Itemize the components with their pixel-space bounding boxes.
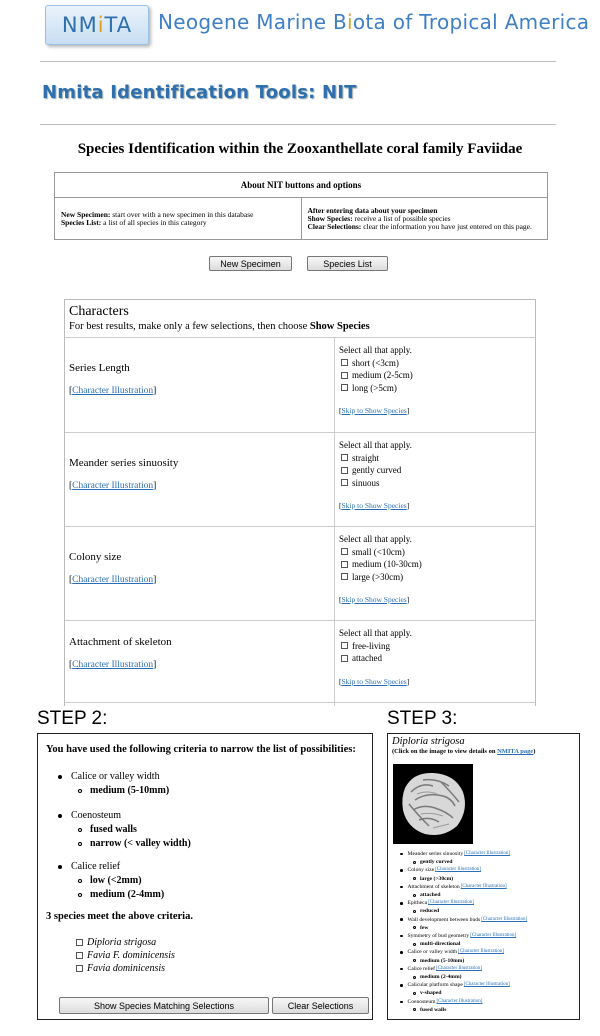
character-name: Series Length <box>69 362 130 374</box>
option-label: medium (2-5cm) <box>352 370 413 380</box>
option-checkbox[interactable] <box>341 573 348 580</box>
option-checkbox[interactable] <box>341 372 348 379</box>
list-item: Calice relief [Character Illustration] <box>400 965 527 973</box>
clear-selections-button[interactable]: Clear Selections <box>272 997 369 1014</box>
species-option <box>74 962 165 975</box>
character-name: Meander series sinuosity <box>69 457 179 469</box>
character-row-partial <box>65 703 535 706</box>
species-name: Diploria strigosa <box>87 937 157 948</box>
about-table <box>54 172 548 240</box>
character-illustration-link[interactable]: Character Illustration <box>72 386 154 396</box>
character-name: Attachment of skeleton <box>69 636 172 648</box>
species-option <box>74 936 156 949</box>
new-specimen-button[interactable]: New Specimen <box>209 256 292 271</box>
option-checkbox[interactable] <box>341 467 348 474</box>
divider <box>40 61 556 62</box>
list-item: Symmetry of bud geometry [Character Illustration] <box>400 932 527 940</box>
nmita-page-link[interactable]: NMITA page <box>497 748 534 755</box>
character-row: Series Length [Character Illustration] Select all that apply. short (<3cm) medium (2-5cm) long (>5cm) [Skip to Show Species] <box>65 338 535 433</box>
list-item: Calice or valley width [Character Illustration] <box>400 948 527 956</box>
character-illustration-link[interactable]: Character Illustration <box>72 575 154 585</box>
species-checkbox[interactable] <box>76 965 83 972</box>
list-item: Attachment of skeleton [Character Illustration] <box>400 883 527 891</box>
coral-image <box>393 764 473 844</box>
species-checkbox[interactable] <box>76 939 83 946</box>
logo-text-i: i <box>97 13 105 37</box>
page-title: Species Identification within the Zooxanthellate coral family Faviidae <box>77 141 523 157</box>
option-label: sinuous <box>352 477 380 488</box>
species-checkbox[interactable] <box>76 952 83 959</box>
tools-title: Nmita Identification Tools: NIT <box>42 82 357 103</box>
species-name: Favia F. dominicensis <box>87 950 175 961</box>
characters-panel <box>64 299 536 706</box>
list-item: Meander series sinuosity [Character Illustration] <box>400 850 527 858</box>
option-checkbox[interactable] <box>341 561 348 568</box>
species-count: 3 species meet the above criteria. <box>46 911 193 922</box>
criterion: Calice or valley width medium (5-10mm) <box>58 770 169 798</box>
skip-to-show-species-link[interactable]: Skip to Show Species <box>341 501 407 510</box>
show-species-matching-button[interactable]: Show Species Matching Selections <box>59 997 269 1014</box>
list-item: Calicular platform shape [Character Illustration] <box>400 981 527 989</box>
species-option <box>74 949 175 962</box>
skip-to-show-species-link[interactable]: Skip to Show Species <box>341 676 407 686</box>
coral-specimen-image[interactable] <box>393 764 473 844</box>
species-list-button[interactable]: Species List <box>307 256 388 271</box>
list-item: Coenosteum [Character Illustration] <box>400 998 527 1006</box>
about-left-cell: New Specimen: start over with a new specimen in this database Species List: a list of all species in this category <box>61 209 254 227</box>
list-item: Colony size [Character Illustration] <box>400 866 527 874</box>
species-character-list: Meander series sinuosity [Character Illustration] gently curved Colony size [Character Illustration] large (>30cm) Attachment of skeleton [Character Illustration] attached Epitheca [Character Illustration] reduced Wall development between buds [Character Illustration] few Symmetry of bud geometry [Character Illustration] multi-directional Calice or valley width [Character Illustration] medium (5-10mm) Calice relief [Character Illustration] medium (2-4mm) Calicular platform shape [Character Illustration] v-shaped Coenosteum [Character Illustration] fused walls <box>400 850 527 1014</box>
species-name: Favia dominicensis <box>87 963 166 974</box>
option-label: long (>5cm) <box>352 382 397 393</box>
option-label: straight <box>352 452 379 463</box>
click-note: (Click on the image to view details on NMITA page) <box>392 748 536 755</box>
select-prompt: Select all that apply. <box>339 345 412 355</box>
character-illustration-link[interactable]: Character Illustration <box>72 481 154 491</box>
list-item: Wall development between buds [Character Illustration] <box>400 916 527 924</box>
divider <box>40 124 556 125</box>
option-checkbox[interactable] <box>341 642 348 649</box>
select-prompt: Select all that apply. <box>339 440 412 450</box>
about-heading: About NIT buttons and options <box>55 173 547 198</box>
character-row: Attachment of skeleton [Character Illustration] Select all that apply. free-living attached [Skip to Show Species] <box>65 621 535 703</box>
option-label: medium (10-30cm) <box>352 559 422 569</box>
character-name: Colony size <box>69 551 122 563</box>
nmita-logo[interactable] <box>45 5 149 45</box>
criteria-intro: You have used the following criteria to narrow the list of possibilities: <box>46 744 356 755</box>
select-prompt: Select all that apply. <box>339 628 412 638</box>
character-row: Meander series sinuosity [Character Illustration] Select all that apply. straight gently curved sinuous [Skip to Show Species] <box>65 433 535 527</box>
character-illustration-link[interactable]: Character Illustration <box>72 660 154 670</box>
logo-text-b: TA <box>104 13 133 37</box>
option-checkbox[interactable] <box>341 655 348 662</box>
skip-to-show-species-link[interactable]: Skip to Show Species <box>341 595 407 604</box>
option-label: free-living <box>352 640 390 651</box>
option-checkbox[interactable] <box>341 454 348 461</box>
option-checkbox[interactable] <box>341 479 348 486</box>
step3-label: STEP 3: <box>387 708 458 729</box>
option-label: attached <box>352 653 382 663</box>
character-row: Colony size [Character Illustration] Select all that apply. small (<10cm) medium (10-30cm) large (>30cm) [Skip to Show Species] <box>65 527 535 621</box>
logo-text-a: NM <box>61 13 98 37</box>
criterion: Coenosteum fused walls narrow (< valley width) <box>58 809 191 851</box>
criterion: Calice relief low (<2mm) medium (2-4mm) <box>58 860 164 902</box>
site-title: Neogene Marine Biota of Tropical America <box>158 10 590 34</box>
select-prompt: Select all that apply. <box>339 534 412 544</box>
characters-header <box>65 300 535 338</box>
option-checkbox[interactable] <box>341 548 348 555</box>
option-label: short (<3cm) <box>352 357 399 368</box>
step2-label: STEP 2: <box>37 708 108 729</box>
about-right-cell: After entering data about your specimen Show Species: receive a list of possible species Clear Selections: clear the information you have just entered on this page. <box>301 198 548 239</box>
list-item: Epitheca [Character Illustration] <box>400 899 527 907</box>
option-label: small (<10cm) <box>352 546 405 557</box>
step2-panel <box>37 733 373 1020</box>
option-checkbox[interactable] <box>341 384 348 391</box>
skip-to-show-species-link[interactable]: Skip to Show Species <box>341 406 407 415</box>
step3-panel <box>387 733 580 1020</box>
option-label: large (>30cm) <box>352 571 404 582</box>
option-checkbox[interactable] <box>341 359 348 366</box>
characters-subtitle: For best results, make only a few selections, then choose Show Species <box>69 321 370 332</box>
option-label: gently curved <box>352 465 402 475</box>
characters-title: Characters <box>69 304 129 319</box>
species-title: Diploria strigosa <box>392 736 465 747</box>
